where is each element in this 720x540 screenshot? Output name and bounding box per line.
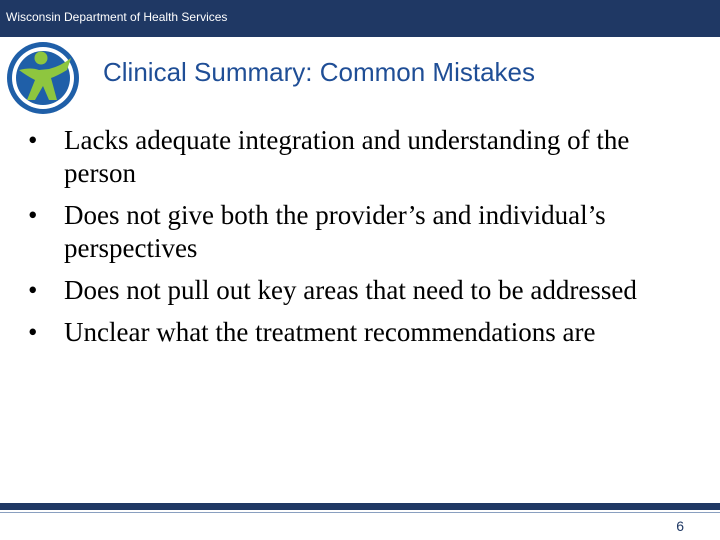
bullet-item: [28, 199, 678, 265]
bullet-text: Does not pull out key areas that need to be addressed: [64, 275, 637, 305]
page-number: 6: [676, 518, 684, 534]
slide-title: Clinical Summary: Common Mistakes: [103, 57, 535, 87]
bullet-list: [28, 124, 678, 358]
header-bar: [0, 0, 720, 37]
bullet-marker: •: [28, 275, 38, 305]
footer-divider: [0, 512, 720, 513]
organization-name: Wisconsin Department of Health Services: [6, 10, 228, 24]
bullet-item: [28, 274, 678, 307]
bullet-item: [28, 124, 678, 190]
footer-bar: [0, 503, 720, 510]
dhs-logo-icon: [5, 40, 81, 116]
bullet-text: Lacks adequate integration and understanding of the person: [64, 125, 630, 188]
bullet-marker: •: [28, 317, 38, 347]
bullet-marker: •: [28, 200, 38, 230]
bullet-text: Unclear what the treatment recommendations are: [64, 317, 596, 347]
bullet-marker: •: [28, 125, 38, 155]
bullet-item: [28, 316, 678, 349]
bullet-text: Does not give both the provider’s and individual’s perspectives: [64, 200, 606, 263]
